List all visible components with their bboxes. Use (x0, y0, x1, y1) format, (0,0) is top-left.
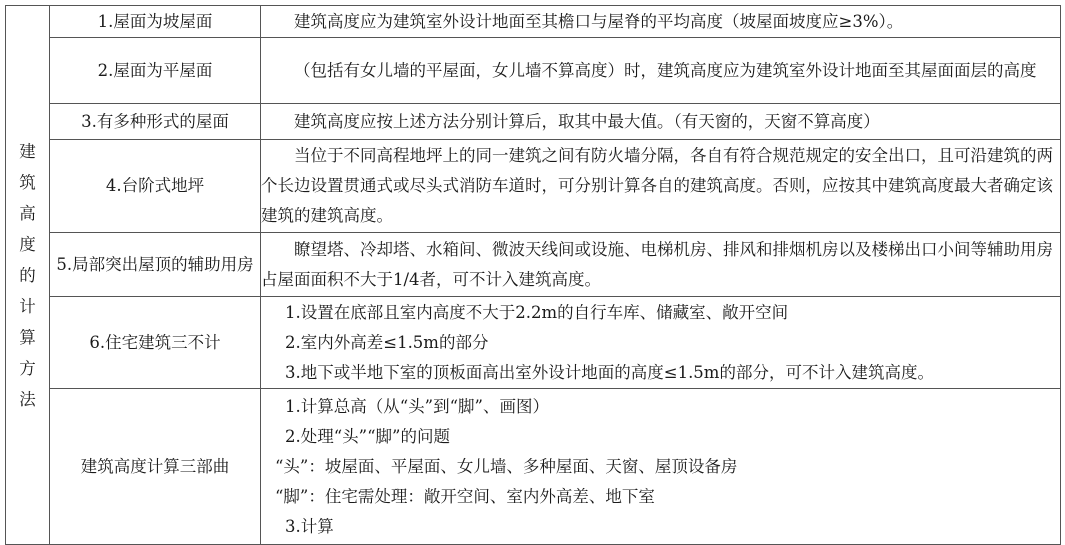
description-cell: 当位于不同高程地坪上的同一建筑之间有防火墙分隔，各自有符合规范规定的安全出口，且可沿建筑的两个长边设置贯通式或尽头式消防车道时，可分别计算各自的建筑高度。否则，应按其中建筑高度最大者确定该建筑的建筑高度。 (261, 140, 1061, 233)
category-cell: 6.住宅建筑三不计 (50, 297, 261, 389)
category-cell: 1.屋面为坡屋面 (50, 6, 261, 38)
description-cell (261, 389, 1061, 545)
building-height-rules-table (5, 5, 1061, 545)
list-item: “脚”：住宅需处理：敞开空间、室内外高差、地下室 (275, 486, 655, 506)
list-item: 1.设置在底部且室内高度不大于2.2m的自行车库、储藏室、敞开空间 (285, 302, 789, 322)
list-item: 2.处理“头”“脚”的问题 (285, 426, 450, 446)
description-cell: 建筑高度应按上述方法分别计算后，取其中最大值。（有天窗的，天窗不算高度） (261, 104, 1061, 140)
side-title: 建筑高度的计算方法 (19, 141, 36, 409)
table-row (6, 6, 1061, 38)
description-cell: 瞭望塔、冷却塔、水箱间、微波天线间或设施、电梯机房、排风和排烟机房以及楼梯出口小间等辅助用房占屋面面积不大于1/4者，可不计入建筑高度。 (261, 233, 1061, 297)
description-cell: 建筑高度应为建筑室外设计地面至其檐口与屋脊的平均高度（坡屋面坡度应≥3%）。 (261, 6, 1061, 38)
list-item: 2.室内外高差≤1.5m的部分 (285, 332, 489, 352)
table-row (6, 389, 1061, 545)
category-cell: 5.局部突出屋顶的辅助用房 (50, 233, 261, 297)
table-row (6, 38, 1061, 104)
table-row (6, 104, 1061, 140)
list-item: “头”：坡屋面、平屋面、女儿墙、多种屋面、天窗、屋顶设备房 (275, 456, 738, 476)
category-cell: 2.屋面为平屋面 (50, 38, 261, 104)
category-cell: 建筑高度计算三部曲 (50, 389, 261, 545)
list-item: 3.地下或半地下室的顶板面高出室外设计地面的高度≤1.5m的部分，可不计入建筑高度。 (285, 362, 934, 382)
category-cell: 4.台阶式地坪 (50, 140, 261, 233)
table-row (6, 233, 1061, 297)
description-cell (261, 297, 1061, 389)
list-item: 1.计算总高（从“头”到“脚”、画图） (285, 396, 549, 416)
table-row (6, 140, 1061, 233)
list-item: 3.计算 (285, 516, 334, 536)
description-cell: （包括有女儿墙的平屋面，女儿墙不算高度）时，建筑高度应为建筑室外设计地面至其屋面面层的高度 (261, 38, 1061, 104)
table-row (6, 297, 1061, 389)
category-cell: 3.有多种形式的屋面 (50, 104, 261, 140)
side-title-cell (6, 6, 50, 545)
